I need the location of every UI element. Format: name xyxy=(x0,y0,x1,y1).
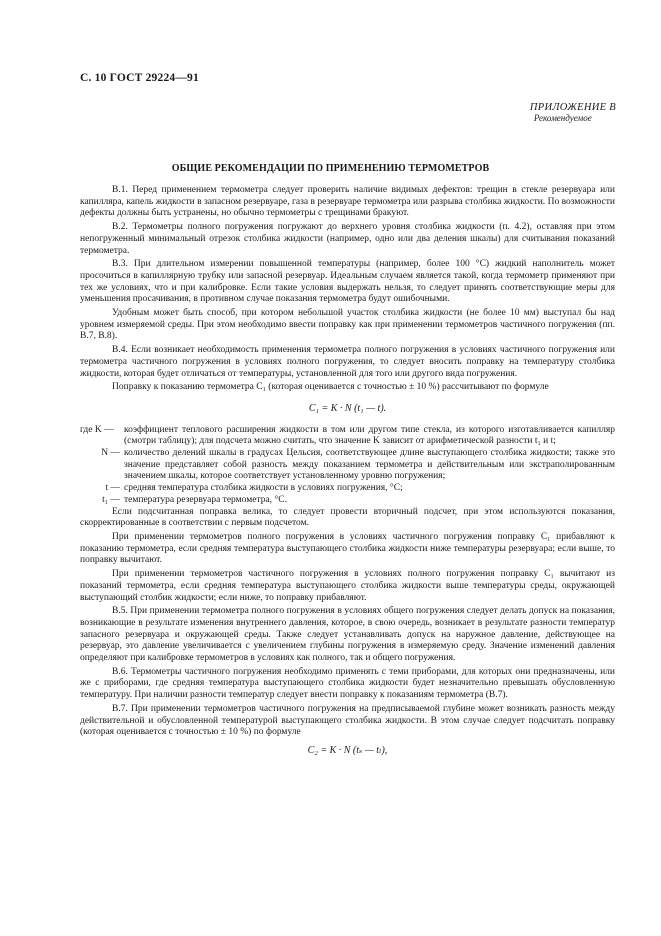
paragraph-b3: В.3. При длительном измерении повышенной температуры (например, более 100 °С) жидкий наполнитель может просочиться в капиллярную трубку или запасной резервуар. Идеальным случаем является такой, когда термометр применяют при тех же условиях, что и при калибровке. Если такие условия выдержать нельзя, то следует принять соответствующие меры для уменьшения просачивания, в противном случае показания термометра будут ошибочными. xyxy=(80,259,615,305)
paragraph-b3-continued: Удобным может быть способ, при котором небольшой участок столбика жидкости (не более 10 мм) выступал бы над уровнем измеряемой среды. При этом необходимо ввести поправку как при применении термометров частичного погружения (пп. В.7, В.8). xyxy=(80,308,615,342)
definition-t-text: средняя температура столбика жидкости в условиях погружения, °С; xyxy=(124,483,403,494)
paragraph-b1: В.1. Перед применением термометра следует проверить наличие видимых дефектов: трещин в стекле резервуара или капилляра, капель жидкости в запасном резервуаре, газа в резервуаре термометра или разрыва столбика жидкости. По возможности дефекты должны быть устранены, но обычно термометры с трещинами бракуют. xyxy=(80,185,615,219)
definition-k-text: коэффициент теплового расширения жидкости в том или другом типе стекла, из которого изготавливается капилляр (смотри таблицу); для подсчета можно считать, что значение K зависит от арифметической разности t₁ и t; xyxy=(124,424,615,447)
definition-n-symbol: N — xyxy=(101,448,120,459)
paragraph-b4-partial-in-full: При применении термометров частичного погружения в условиях полного погружения поправку С₁ вычитают из показаний термометра, если средняя температура выступающего столбика жидкости выше температуры среды, окружающей выступающий столбик жидкости; если ниже, то поправку прибавляют. xyxy=(80,569,615,603)
formula-c1: C₁ = K · N (t₁ — t). xyxy=(308,402,387,414)
definition-t-symbol: t — xyxy=(105,483,120,494)
definition-k-symbol: где K — xyxy=(80,424,114,435)
definition-n-text: количество делений шкалы в градусах Цельсия, соответствующее длине выступающего столбика жидкости; также это значение представляет собой разность между показанием термометра и действительным или экстраполированным значением шкалы, которое соответствует установленному уровню погружения; xyxy=(124,448,615,482)
definition-t1-text: температура резервуара термометра, °С. xyxy=(124,494,287,505)
paragraph-b4: В.4. Если возникает необходимость применения термометра полного погружения в условиях частичного погружения или термометра частичного погружения в условиях полного погружения, то следует вносить поправку на температуру столбика жидкости, которая будет отличаться от температуры, установленной для того или другого вида погружения. xyxy=(80,345,615,379)
paragraph-b4-recalc: Если подсчитанная поправка велика, то следует провести вторичный подсчет, при этом используются показания, скорректированные в соответствии с первым подсчетом. xyxy=(80,506,615,529)
formula-definitions xyxy=(80,425,615,507)
definition-t1-symbol: t₁ — xyxy=(102,494,120,505)
paragraph-b4-formula-intro: Поправку к показанию термометра С₁ (которая оценивается с точностью ± 10 %) рассчитывают по формуле xyxy=(112,382,549,393)
definition-t xyxy=(80,483,615,495)
definition-t1 xyxy=(80,495,615,507)
appendix-title: ПРИЛОЖЕНИЕ В xyxy=(529,102,616,113)
paragraph-b4-full-in-partial: При применении термометров полного погружения в условиях частичного погружения поправку С₁ прибавляют к показанию термометра, если средняя температура выступающего столбика жидкости ниже температуры резервуара; если выше, то поправку вычитают. xyxy=(80,531,615,566)
appendix-label xyxy=(530,102,616,123)
appendix-subtitle: Рекомендуемое xyxy=(533,113,592,123)
paragraph-b7: В.7. При применении термометров частичного погружения на предписываемой глубине может возникать разность между действительной и обусловленной температурой выступающего столбика жидкости. В этом случае следует подсчитать поправку (которая оценивается с точностью ± 10 %) по формуле xyxy=(80,703,615,738)
definition-k xyxy=(80,425,615,448)
definition-n xyxy=(80,448,615,483)
formula-c2: C₂ = K · N (tₛ — tₗ), xyxy=(307,744,388,756)
document-body xyxy=(80,185,615,761)
page-header: С. 10 ГОСТ 29224—91 xyxy=(80,72,199,84)
section-title: ОБЩИЕ РЕКОМЕНДАЦИИ ПО ПРИМЕНЕНИЮ ТЕРМОМЕТРОВ xyxy=(171,163,490,174)
paragraph-b5: В.5. При применении термометра полного погружения в условиях общего погружения следует делать допуск на показания, возникающие в результате изменения внутреннего давления, которое, в свою очередь, возникает в результате разности температур запасного резервуара и окружающей среды. Также следует устанавливать допуск на наружное давление, действующее на резервуар, это давление увеличивается с увеличением глубины погружения в измеряемую среду. Значение изменений давления определяют при калибровке термометров в условиях как полного, так и общего погружения. xyxy=(80,606,615,664)
paragraph-b2: В.2. Термометры полного погружения погружают до верхнего уровня столбика жидкости (п. 4.2), оставляя при этом непогруженный минимальный отрезок столбика жидкости (например, одно или два деления шкалы) для считывания показаний термометра. xyxy=(80,222,615,256)
paragraph-b6: В.6. Термометры частичного погружения необходимо применять с теми приборами, для которых они предназначены, или же с приборами, где средняя температура выступающего столбика жидкости будет незначительно превышать обусловленную температуру. При наличии разности температур следует внести поправку к показаниям термометра (В.7). xyxy=(80,666,615,701)
